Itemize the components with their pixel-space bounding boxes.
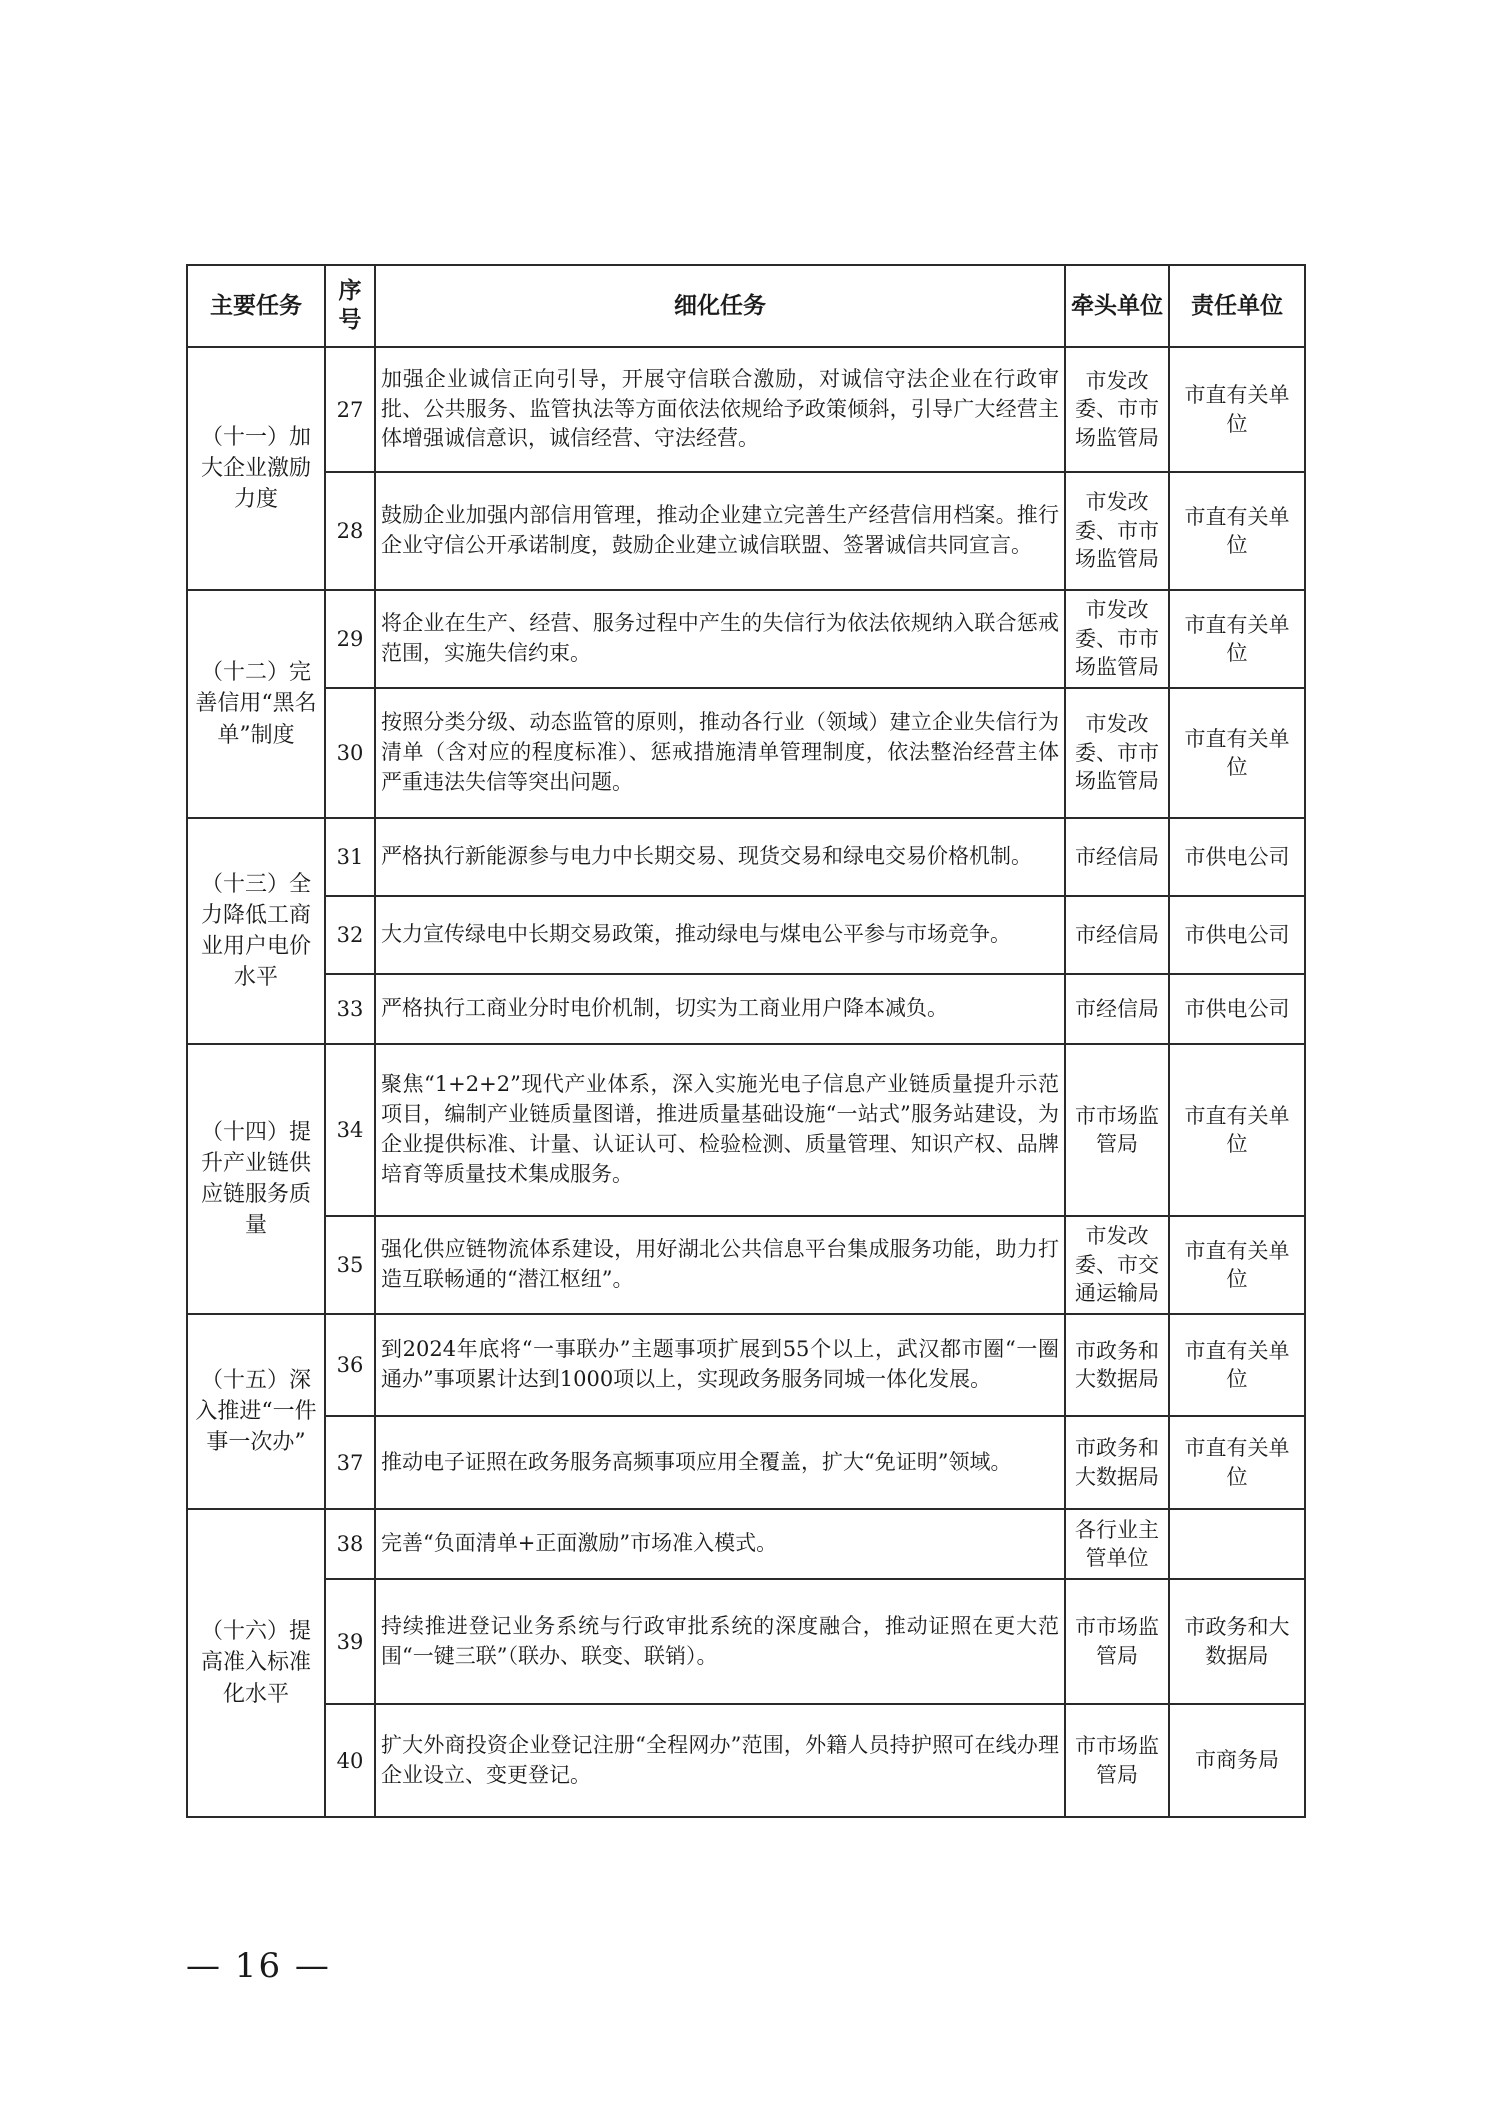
lead-unit: 市经信局: [1065, 896, 1169, 974]
responsible-unit: 市供电公司: [1169, 818, 1305, 896]
responsible-unit: 市直有关单位: [1169, 1416, 1305, 1509]
lead-unit: 市经信局: [1065, 974, 1169, 1044]
responsible-unit: 市直有关单位: [1169, 1314, 1305, 1416]
lead-unit: 市发改委、市市场监管局: [1065, 347, 1169, 472]
header-detail-task: 细化任务: [375, 265, 1065, 347]
header-number: 序号: [325, 265, 375, 347]
row-number: 40: [325, 1704, 375, 1817]
responsible-unit: 市政务和大数据局: [1169, 1579, 1305, 1704]
table-row: [187, 590, 1305, 688]
row-number: 38: [325, 1509, 375, 1579]
responsible-unit: 市供电公司: [1169, 974, 1305, 1044]
row-number: 28: [325, 472, 375, 590]
table-row: [187, 974, 1305, 1044]
table-row: [187, 347, 1305, 472]
row-number: 37: [325, 1416, 375, 1509]
table-row: [187, 818, 1305, 896]
main-task-cell: （十二）完善信用“黑名单”制度: [187, 590, 325, 818]
page-number: — 16 —: [186, 1946, 331, 1986]
responsible-unit: 市直有关单位: [1169, 590, 1305, 688]
table-row: [187, 472, 1305, 590]
detail-task: 完善“负面清单+正面激励”市场准入模式。: [375, 1509, 1065, 1579]
lead-unit: 市市场监管局: [1065, 1704, 1169, 1817]
main-task-cell: （十六）提高准入标准化水平: [187, 1509, 325, 1817]
table-row: [187, 1704, 1305, 1817]
lead-unit: 市市场监管局: [1065, 1579, 1169, 1704]
responsible-unit: 市直有关单位: [1169, 347, 1305, 472]
header-responsible-unit: 责任单位: [1169, 265, 1305, 347]
row-number: 35: [325, 1216, 375, 1314]
table-row: [187, 688, 1305, 818]
row-number: 33: [325, 974, 375, 1044]
responsible-unit: 市供电公司: [1169, 896, 1305, 974]
lead-unit: 市政务和大数据局: [1065, 1314, 1169, 1416]
row-number: 31: [325, 818, 375, 896]
detail-task: 持续推进登记业务系统与行政审批系统的深度融合，推动证照在更大范围“一键三联”（联办、联变、联销）。: [375, 1579, 1065, 1704]
row-number: 36: [325, 1314, 375, 1416]
lead-unit: 市发改委、市交通运输局: [1065, 1216, 1169, 1314]
row-number: 29: [325, 590, 375, 688]
detail-task: 将企业在生产、经营、服务过程中产生的失信行为依法依规纳入联合惩戒范围，实施失信约束。: [375, 590, 1065, 688]
detail-task: 到2024年底将“一事联办”主题事项扩展到55个以上，武汉都市圈“一圈通办”事项累计达到1000项以上，实现政务服务同城一体化发展。: [375, 1314, 1065, 1416]
header-lead-unit: 牵头单位: [1065, 265, 1169, 347]
table-row: [187, 1044, 1305, 1216]
detail-task: 严格执行工商业分时电价机制，切实为工商业用户降本减负。: [375, 974, 1065, 1044]
header-main-task: 主要任务: [187, 265, 325, 347]
table-header-row: [187, 265, 1305, 347]
main-task-cell: （十一）加大企业激励力度: [187, 347, 325, 590]
lead-unit: 市政务和大数据局: [1065, 1416, 1169, 1509]
main-task-cell: （十四）提升产业链供应链服务质量: [187, 1044, 325, 1314]
responsible-unit: 市直有关单位: [1169, 472, 1305, 590]
responsible-unit: [1169, 1509, 1305, 1579]
detail-task: 扩大外商投资企业登记注册“全程网办”范围，外籍人员持护照可在线办理企业设立、变更登记。: [375, 1704, 1065, 1817]
row-number: 27: [325, 347, 375, 472]
row-number: 39: [325, 1579, 375, 1704]
detail-task: 按照分类分级、动态监管的原则，推动各行业（领域）建立企业失信行为清单（含对应的程度标准）、惩戒措施清单管理制度，依法整治经营主体严重违法失信等突出问题。: [375, 688, 1065, 818]
table-row: [187, 1216, 1305, 1314]
detail-task: 鼓励企业加强内部信用管理，推动企业建立完善生产经营信用档案。推行企业守信公开承诺制度，鼓励企业建立诚信联盟、签署诚信共同宣言。: [375, 472, 1065, 590]
responsible-unit: 市商务局: [1169, 1704, 1305, 1817]
detail-task: 聚焦“1+2+2”现代产业体系，深入实施光电子信息产业链质量提升示范项目，编制产业链质量图谱，推进质量基础设施“一站式”服务站建设，为企业提供标准、计量、认证认可、检验检测、质量管理、知识产权、品牌培育等质量技术集成服务。: [375, 1044, 1065, 1216]
lead-unit: 市发改委、市市场监管局: [1065, 590, 1169, 688]
main-task-cell: （十五）深入推进“一件事一次办”: [187, 1314, 325, 1509]
detail-task: 加强企业诚信正向引导，开展守信联合激励，对诚信守法企业在行政审批、公共服务、监管执法等方面依法依规给予政策倾斜，引导广大经营主体增强诚信意识，诚信经营、守法经营。: [375, 347, 1065, 472]
table-row: [187, 1314, 1305, 1416]
responsible-unit: 市直有关单位: [1169, 688, 1305, 818]
table-row: [187, 896, 1305, 974]
task-table: [186, 264, 1306, 1818]
table-row: [187, 1509, 1305, 1579]
row-number: 34: [325, 1044, 375, 1216]
responsible-unit: 市直有关单位: [1169, 1044, 1305, 1216]
row-number: 30: [325, 688, 375, 818]
detail-task: 强化供应链物流体系建设，用好湖北公共信息平台集成服务功能，助力打造互联畅通的“潜江枢纽”。: [375, 1216, 1065, 1314]
row-number: 32: [325, 896, 375, 974]
main-task-cell: （十三）全力降低工商业用户电价水平: [187, 818, 325, 1044]
responsible-unit: 市直有关单位: [1169, 1216, 1305, 1314]
lead-unit: 市发改委、市市场监管局: [1065, 688, 1169, 818]
detail-task: 推动电子证照在政务服务高频事项应用全覆盖，扩大“免证明”领域。: [375, 1416, 1065, 1509]
table-row: [187, 1579, 1305, 1704]
detail-task: 严格执行新能源参与电力中长期交易、现货交易和绿电交易价格机制。: [375, 818, 1065, 896]
lead-unit: 各行业主管单位: [1065, 1509, 1169, 1579]
lead-unit: 市经信局: [1065, 818, 1169, 896]
detail-task: 大力宣传绿电中长期交易政策，推动绿电与煤电公平参与市场竞争。: [375, 896, 1065, 974]
table-row: [187, 1416, 1305, 1509]
lead-unit: 市市场监管局: [1065, 1044, 1169, 1216]
lead-unit: 市发改委、市市场监管局: [1065, 472, 1169, 590]
